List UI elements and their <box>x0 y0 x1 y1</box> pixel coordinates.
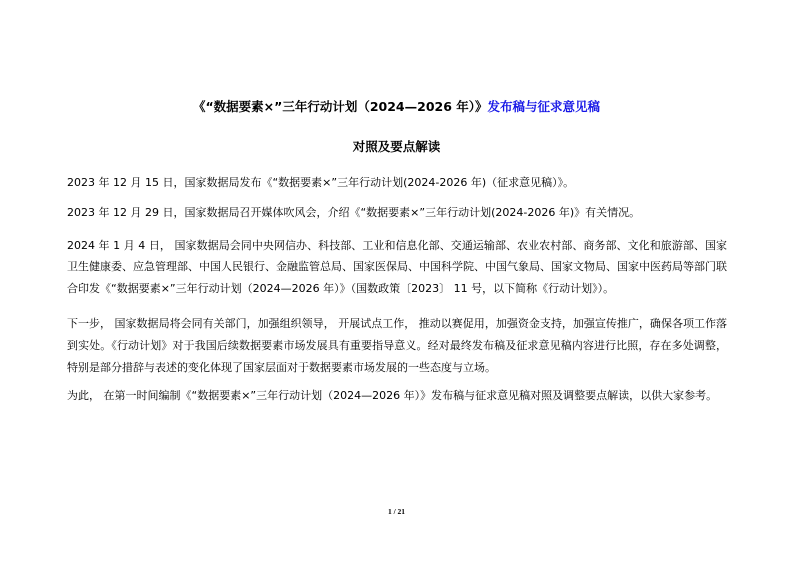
paragraph-purpose: 为此， 在第一时间编制《“数据要素×”三年行动计划（2024—2026 年）》发布稿与征求意见稿对照及调整要点解读，以供大家参考。 <box>67 389 718 403</box>
paragraph-release-date: 2023 年 12 月 15 日，国家数据局发布《“数据要素×”三年行动计划(2024-2026 年)（征求意见稿）》。 <box>67 176 575 189</box>
document-title <box>40 97 753 117</box>
paragraph-press-briefing: 2023 年 12 月 29 日，国家数据局召开媒体吹风会，介绍《“数据要素×”三年行动计划(2024-2026 年)》有关情况。 <box>67 205 641 219</box>
page-number: 1 / 21 <box>387 507 406 516</box>
paragraph-next-steps: 下一步， 国家数据局将会同有关部门，加强组织领导， 开展试点工作， 推动以赛促用，加强资金支持，加强宣传推广，确保各项工作落到实处。《行动计划》对于我国后续数据要素市场发展具有重要指导意义。经对最终发布稿及征求意见稿内容进行比照，存在多处调整，特别是部分措辞与表述的变化体现了国家层面对于数据要素市场发展的一些态度与立场。 <box>67 316 727 374</box>
document-title-main: 《“数据要素×”三年行动计划（2024—2026 年）》 <box>192 99 488 114</box>
document-title-highlight: 发布稿与征求意见稿 <box>487 99 601 114</box>
document-subtitle: 对照及要点解读 <box>352 139 441 154</box>
document-body <box>67 172 727 407</box>
paragraph-joint-issuance: 2024 年 1 月 4 日， 国家数据局会同中央网信办、科技部、工业和信息化部、交通运输部、农业农村部、商务部、文化和旅游部、国家卫生健康委、应急管理部、中国人民银行、金融监管总局、国家医保局、中国科学院、中国气象局、国家文物局、国家中医药局等部门联合印发《“数据要素×”三年行动计划（2024—2026 年）》（国数政策〔2023〕 11 号，以下简称《行动计划》）。 <box>67 238 727 296</box>
